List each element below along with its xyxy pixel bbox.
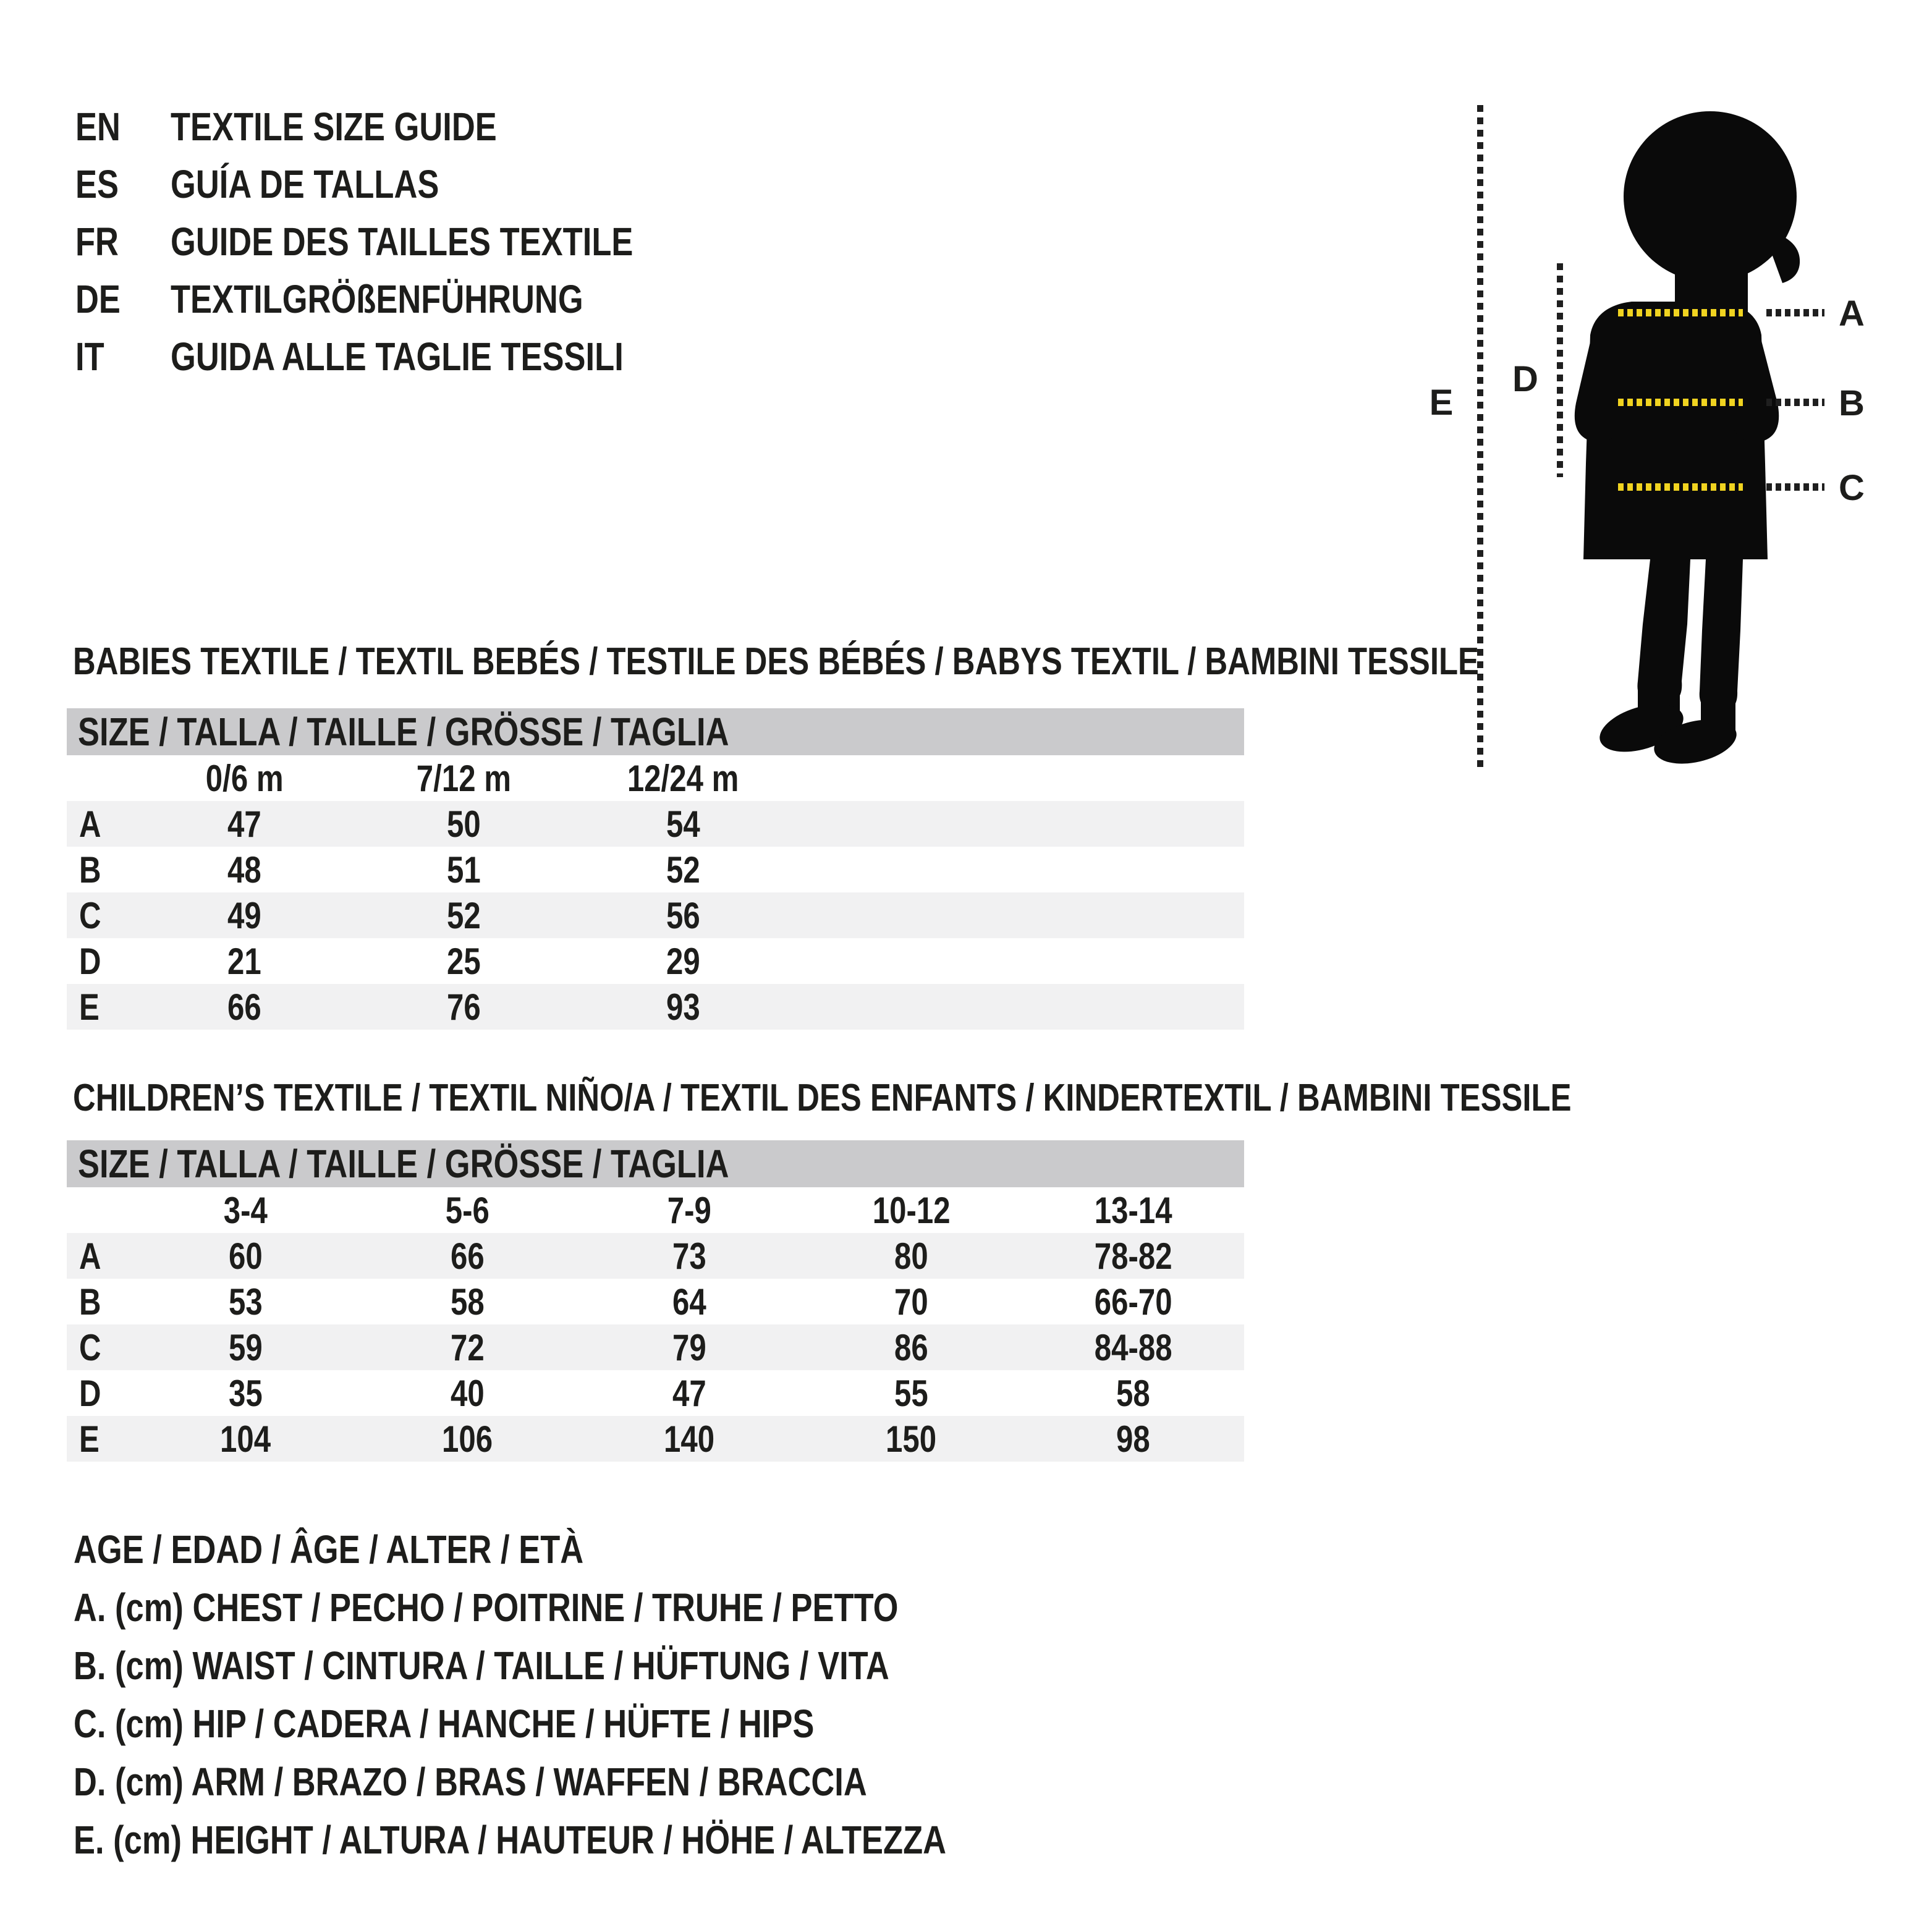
table-cell: 84-88 xyxy=(1094,1326,1172,1368)
table-cell: 54 xyxy=(666,803,700,845)
row-label: A xyxy=(79,1235,101,1277)
language-title-list xyxy=(75,98,735,385)
table-cell: 47 xyxy=(227,803,261,845)
table-cell: 150 xyxy=(886,1418,937,1460)
table-cell: 40 xyxy=(451,1372,485,1414)
table-cell: 80 xyxy=(894,1235,928,1277)
column-header: 10-12 xyxy=(872,1189,951,1231)
row-label: E xyxy=(79,986,100,1028)
table-row xyxy=(67,938,1244,984)
table-cell: 53 xyxy=(229,1281,263,1323)
measurement-figure xyxy=(1409,87,1932,803)
children-size-table xyxy=(67,1140,1244,1462)
legend-age: AGE / EDAD / ÂGE / ALTER / ETÀ xyxy=(74,1527,584,1572)
row-label: C xyxy=(79,894,101,936)
children-size-bar: SIZE / TALLA / TAILLE / GRÖSSE / TAGLIA xyxy=(67,1140,1244,1187)
table-row xyxy=(67,892,1244,938)
table-row xyxy=(67,847,1244,892)
row-label: D xyxy=(79,940,101,982)
table-cell: 66-70 xyxy=(1094,1281,1172,1323)
language-row-it xyxy=(75,328,735,385)
table-cell: 58 xyxy=(451,1281,485,1323)
table-cell: 60 xyxy=(229,1235,263,1277)
table-row xyxy=(67,1233,1244,1279)
table-cell: 35 xyxy=(229,1372,263,1414)
legend-hip: C. (cm) HIP / CADERA / HANCHE / HÜFTE / HIPS xyxy=(74,1701,815,1746)
measurement-legend xyxy=(74,1520,1138,1869)
figure-label-b: B xyxy=(1839,383,1865,423)
table-cell: 55 xyxy=(894,1372,928,1414)
babies-size-table xyxy=(67,708,1244,1030)
figure-label-c: C xyxy=(1839,468,1865,508)
table-cell: 70 xyxy=(894,1281,928,1323)
column-header: 3-4 xyxy=(223,1189,268,1231)
row-label: C xyxy=(79,1326,101,1368)
row-label: E xyxy=(79,1418,100,1460)
table-row xyxy=(67,984,1244,1030)
table-row xyxy=(67,801,1244,847)
table-row xyxy=(67,1324,1244,1370)
table-cell: 64 xyxy=(672,1281,706,1323)
babies-size-bar: SIZE / TALLA / TAILLE / GRÖSSE / TAGLIA xyxy=(67,708,1244,755)
column-header: 13-14 xyxy=(1094,1189,1172,1231)
language-code: DE xyxy=(75,276,121,321)
legend-height: E. (cm) HEIGHT / ALTURA / HAUTEUR / HÖHE / ALTEZZA xyxy=(74,1818,947,1862)
table-cell: 49 xyxy=(227,894,261,936)
children-column-header-row xyxy=(67,1187,1244,1233)
table-cell: 59 xyxy=(229,1326,263,1368)
table-cell: 66 xyxy=(227,986,261,1028)
row-label: B xyxy=(79,849,101,891)
column-header: 0/6 m xyxy=(205,757,284,799)
table-cell: 104 xyxy=(220,1418,271,1460)
table-cell: 47 xyxy=(672,1372,706,1414)
figure-label-e: E xyxy=(1429,383,1454,423)
table-cell: 98 xyxy=(1116,1418,1150,1460)
language-code: ES xyxy=(75,161,119,206)
language-code: FR xyxy=(75,219,119,264)
babies-section-heading: BABIES TEXTILE / TEXTIL BEBÉS / TESTILE DES BÉBÉS / BABYS TEXTIL / BAMBINI TESSILE xyxy=(73,640,1479,683)
table-row xyxy=(67,1416,1244,1462)
guide-title-en: TEXTILE SIZE GUIDE xyxy=(171,104,497,149)
children-section-heading: CHILDREN’S TEXTILE / TEXTIL NIÑO/A / TEXTIL DES ENFANTS / KINDERTEXTIL / BAMBINI TESSILE xyxy=(73,1076,1572,1119)
table-cell: 56 xyxy=(666,894,700,936)
column-header: 7/12 m xyxy=(416,757,512,799)
row-label: D xyxy=(79,1372,101,1414)
table-cell: 78-82 xyxy=(1094,1235,1172,1277)
language-row-fr xyxy=(75,213,735,270)
language-code: EN xyxy=(75,104,121,149)
row-label: A xyxy=(79,803,101,845)
table-cell: 86 xyxy=(894,1326,928,1368)
babies-column-header-row xyxy=(67,755,1244,801)
table-cell: 21 xyxy=(227,940,261,982)
table-cell: 29 xyxy=(666,940,700,982)
table-cell: 140 xyxy=(664,1418,715,1460)
table-cell: 76 xyxy=(447,986,481,1028)
table-cell: 25 xyxy=(447,940,481,982)
guide-title-it: GUIDA ALLE TAGLIE TESSILI xyxy=(171,334,624,379)
figure-label-d: D xyxy=(1512,359,1538,399)
table-cell: 52 xyxy=(447,894,481,936)
column-header: 12/24 m xyxy=(627,757,739,799)
table-cell: 72 xyxy=(451,1326,485,1368)
guide-title-fr: GUIDE DES TAILLES TEXTILE xyxy=(171,219,633,264)
guide-title-de: TEXTILGRÖßENFÜHRUNG xyxy=(171,276,583,321)
table-cell: 93 xyxy=(666,986,700,1028)
table-row xyxy=(67,1370,1244,1416)
language-row-es xyxy=(75,155,735,213)
language-row-de xyxy=(75,270,735,328)
table-cell: 51 xyxy=(447,849,481,891)
row-label: B xyxy=(79,1281,101,1323)
legend-chest: A. (cm) CHEST / PECHO / POITRINE / TRUHE / PETTO xyxy=(74,1585,899,1630)
legend-arm: D. (cm) ARM / BRAZO / BRAS / WAFFEN / BRACCIA xyxy=(74,1760,867,1804)
table-cell: 48 xyxy=(227,849,261,891)
table-cell: 79 xyxy=(672,1326,706,1368)
figure-label-a: A xyxy=(1839,294,1865,334)
table-cell: 66 xyxy=(451,1235,485,1277)
language-row-en xyxy=(75,98,735,155)
table-cell: 50 xyxy=(447,803,481,845)
table-cell: 106 xyxy=(442,1418,493,1460)
table-row xyxy=(67,1279,1244,1324)
column-header: 7-9 xyxy=(667,1189,712,1231)
column-header: 5-6 xyxy=(445,1189,490,1231)
table-cell: 58 xyxy=(1116,1372,1150,1414)
table-cell: 52 xyxy=(666,849,700,891)
legend-waist: B. (cm) WAIST / CINTURA / TAILLE / HÜFTUNG / VITA xyxy=(74,1643,889,1688)
language-code: IT xyxy=(75,334,104,379)
guide-title-es: GUÍA DE TALLAS xyxy=(171,161,439,206)
table-cell: 73 xyxy=(672,1235,706,1277)
